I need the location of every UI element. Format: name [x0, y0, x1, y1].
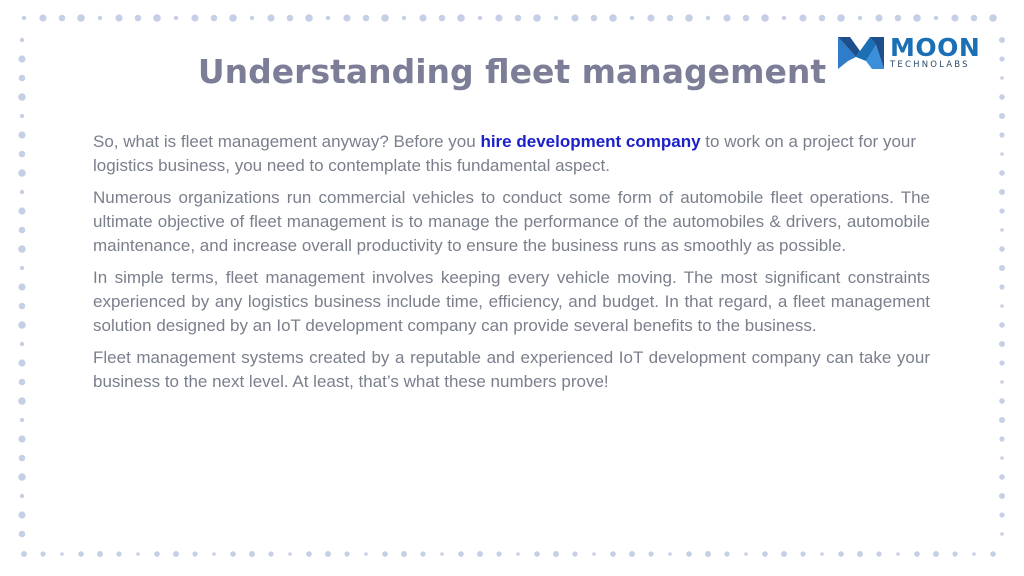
border-dot — [951, 14, 958, 21]
border-dot — [18, 131, 25, 138]
border-dot — [934, 16, 938, 20]
border-dot — [18, 397, 26, 405]
border-dot — [999, 493, 1005, 499]
border-dot — [18, 473, 26, 481]
border-dot — [440, 552, 444, 556]
border-dot — [18, 245, 26, 253]
paragraph-intro — [93, 130, 930, 178]
border-dot — [685, 14, 693, 22]
border-dot — [268, 551, 273, 556]
border-dot — [591, 15, 598, 22]
border-dot — [533, 14, 541, 22]
border-dot — [971, 15, 978, 22]
border-dot — [191, 14, 198, 21]
border-dot — [457, 14, 465, 22]
border-dot — [18, 283, 25, 290]
border-dot — [135, 15, 142, 22]
border-dot — [999, 512, 1004, 517]
border-dot — [999, 284, 1004, 289]
logo-subtitle: TECHNOLABS — [890, 59, 970, 70]
border-dot — [876, 551, 881, 556]
border-dot — [895, 15, 902, 22]
border-dot — [999, 341, 1005, 347]
border-dot — [1000, 380, 1004, 384]
border-dot — [78, 551, 84, 557]
border-dot — [837, 14, 845, 22]
paragraph-intro-text-2: to work on a project for your logistics business, you need to contemplate this fundamental aspect. — [93, 132, 917, 175]
border-dot — [1000, 304, 1004, 308]
border-dot — [999, 265, 1005, 271]
border-dot — [743, 15, 750, 22]
border-dot — [668, 552, 672, 556]
border-dot — [630, 16, 634, 20]
border-dot — [19, 455, 26, 462]
border-dot — [344, 551, 349, 556]
border-dot — [648, 551, 653, 556]
border-dot — [972, 552, 976, 556]
border-dot — [999, 360, 1004, 365]
border-dot — [534, 551, 540, 557]
border-dot — [999, 436, 1004, 441]
border-dot — [18, 207, 25, 214]
border-dot — [21, 551, 27, 557]
border-dot — [18, 511, 25, 518]
border-dot — [933, 551, 939, 557]
border-dot — [136, 552, 140, 556]
border-dot — [18, 435, 25, 442]
border-dot — [20, 114, 24, 118]
border-dot — [609, 14, 617, 22]
paragraph-conclusion: Fleet management systems created by a reputable and experienced IoT development company can take your business to the next level. At least, that’s what these numbers prove! — [93, 348, 930, 391]
border-dot — [999, 170, 1005, 176]
paragraph-intro-text-1: So, what is fleet management anyway? Before you — [93, 132, 481, 151]
border-dot — [40, 551, 45, 556]
border-dot — [875, 14, 882, 21]
border-dot — [705, 551, 711, 557]
border-dot — [999, 322, 1005, 328]
paragraph-organizations: Numerous organizations run commercial vehicles to conduct some form of automobile fleet operations. The ultimate objective of fleet management is to manage the performance of the automobiles & drivers, automobile maintenance, and increase overall productivity to ensure the business runs as smoothly as possible. — [93, 188, 930, 255]
border-dot — [19, 379, 26, 386]
border-dot — [97, 551, 103, 557]
border-dot — [999, 474, 1005, 480]
border-dot — [267, 14, 274, 21]
paragraph-simple-terms: In simple terms, fleet management involves keeping every vehicle moving. The most significant constraints experienced by any logistics business include time, efficiency, and budget. In that regard, a fleet management solution designed by an IoT development company can provide several benefits to the business. — [93, 268, 930, 335]
border-dot — [250, 16, 254, 20]
border-dot — [477, 551, 483, 557]
border-dot — [554, 16, 558, 20]
border-dot — [857, 551, 863, 557]
border-dot — [553, 551, 559, 557]
border-dot — [820, 552, 824, 556]
border-dot — [18, 359, 25, 366]
border-dot — [515, 15, 522, 22]
border-dot — [478, 16, 482, 20]
border-dot — [999, 113, 1005, 119]
border-dot — [495, 14, 502, 21]
border-dot — [18, 169, 26, 177]
border-dot — [288, 552, 292, 556]
border-dot — [153, 14, 161, 22]
border-dot — [496, 551, 501, 556]
border-dot — [115, 14, 122, 21]
border-dot — [22, 16, 26, 20]
border-dot — [914, 551, 920, 557]
border-dot — [989, 14, 997, 22]
border-dot — [1000, 456, 1004, 460]
border-dot — [19, 151, 26, 158]
border-dot — [999, 398, 1005, 404]
border-dot — [572, 551, 577, 556]
border-dot — [782, 16, 786, 20]
border-dot — [999, 94, 1005, 100]
border-dot — [781, 551, 787, 557]
border-dot — [306, 551, 312, 557]
border-dot — [192, 551, 197, 556]
border-dot — [382, 551, 388, 557]
border-dot — [439, 15, 446, 22]
border-dot — [458, 551, 464, 557]
border-dot — [287, 15, 294, 22]
border-dot — [212, 552, 216, 556]
border-dot — [744, 552, 748, 556]
border-dot — [610, 551, 616, 557]
border-dot — [363, 15, 370, 22]
border-dot — [420, 551, 425, 556]
hire-development-company-link[interactable]: hire development company — [480, 132, 701, 151]
border-dot — [20, 190, 24, 194]
border-dot — [952, 551, 957, 556]
border-dot — [667, 15, 674, 22]
border-dot — [1000, 228, 1004, 232]
border-dot — [761, 14, 769, 22]
border-dot — [571, 14, 578, 21]
border-dot — [724, 551, 729, 556]
border-dot — [174, 16, 178, 20]
border-dot — [999, 189, 1005, 195]
border-dot — [60, 552, 64, 556]
border-dot — [18, 93, 26, 101]
border-dot — [20, 494, 24, 498]
border-dot — [999, 208, 1004, 213]
border-dot — [18, 321, 26, 329]
border-dot — [326, 16, 330, 20]
border-dot — [229, 14, 237, 22]
border-dot — [325, 551, 331, 557]
border-dot — [999, 132, 1004, 137]
border-dot — [20, 418, 24, 422]
border-dot — [230, 551, 236, 557]
border-dot — [19, 531, 26, 538]
border-dot — [1000, 532, 1004, 536]
border-dot — [706, 16, 710, 20]
border-dot — [173, 551, 179, 557]
border-dot — [592, 552, 596, 556]
border-dot — [77, 14, 85, 22]
logo-wordmark: MOON — [890, 32, 981, 62]
border-dot — [629, 551, 635, 557]
border-dot — [39, 14, 46, 21]
border-dot — [19, 303, 26, 310]
border-dot — [59, 15, 66, 22]
slide-body — [93, 130, 930, 402]
border-dot — [999, 417, 1005, 423]
border-dot — [305, 14, 313, 22]
border-dot — [364, 552, 368, 556]
border-dot — [913, 14, 921, 22]
border-dot — [516, 552, 520, 556]
border-dot — [858, 16, 862, 20]
border-dot — [990, 551, 996, 557]
border-dot — [838, 551, 844, 557]
border-dot — [896, 552, 900, 556]
border-dot — [343, 14, 350, 21]
border-dot — [19, 227, 26, 234]
border-dot — [647, 14, 654, 21]
border-dot — [20, 38, 24, 42]
border-dot — [1000, 152, 1004, 156]
slide-title: Understanding fleet management — [197, 52, 827, 91]
border-dot — [762, 551, 768, 557]
border-dot — [686, 551, 692, 557]
border-dot — [819, 15, 826, 22]
border-dot — [723, 14, 730, 21]
border-dot — [20, 266, 24, 270]
border-dot — [999, 246, 1005, 252]
border-dot — [419, 14, 426, 21]
border-dot — [402, 16, 406, 20]
border-dot — [381, 14, 389, 22]
border-dot — [98, 16, 102, 20]
border-dot — [249, 551, 255, 557]
border-dot — [20, 342, 24, 346]
border-dot — [116, 551, 121, 556]
border-dot — [999, 37, 1005, 43]
border-dot — [401, 551, 407, 557]
border-dot — [799, 14, 806, 21]
border-dot — [154, 551, 160, 557]
border-dot — [800, 551, 805, 556]
border-dot — [211, 15, 218, 22]
